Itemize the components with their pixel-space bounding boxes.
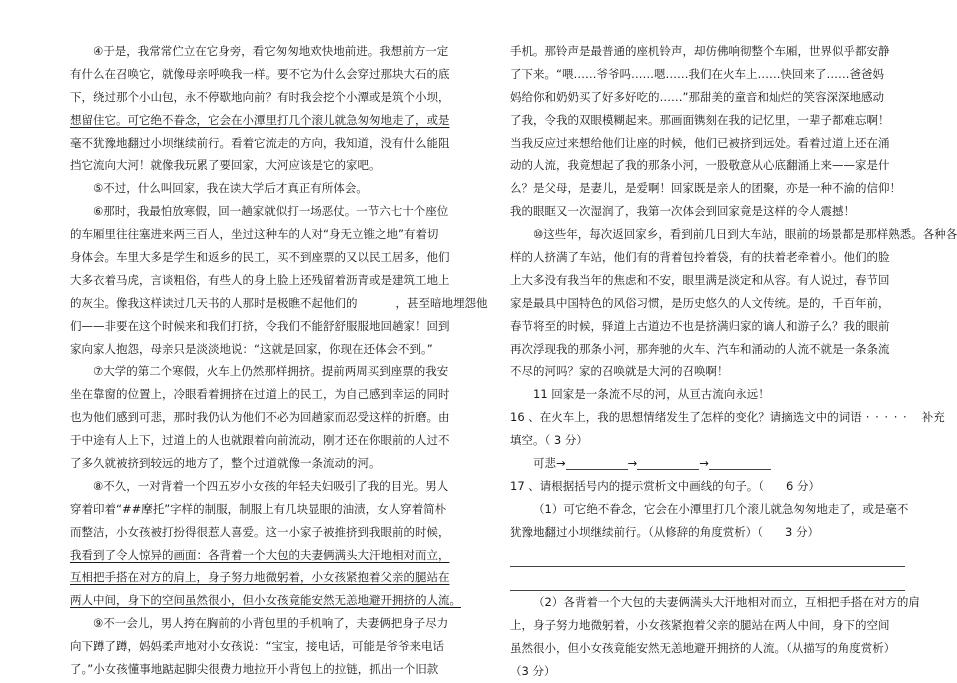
text-line: 于中途有人上下，过道上的人也就跟着向前流动，刚才还在你眼前的人过不	[70, 433, 450, 448]
text-line: 穿着印着“##摩托”字样的制服，制服上有几块显眼的油渍，女人穿着简朴	[70, 501, 447, 516]
answer-blank-2[interactable]	[637, 457, 699, 470]
question-16	[510, 406, 945, 429]
text-line: 了。”小女孩懂事地踮起脚尖很费力地拉开小背包上的拉链，抓出一个旧款	[70, 662, 439, 677]
text-line: 手机。那铃声是最普通的座机铃声，却仿佛响彻整个车厢，世界似乎都安静	[510, 44, 890, 58]
text-line: 挡它流向大河！就像我玩累了要回家，大河应该是它的家吧。	[70, 158, 381, 173]
text-line: 向下蹲了蹲，妈妈柔声地对小女孩说：“宝宝，接电话，可能是爷爷来电话	[70, 639, 444, 654]
text-line: 上大多没有我当年的焦虑和不安，眼里满是淡定和从容。有人说过，春节回	[510, 272, 890, 287]
text-line: 家向家人抱怨，母亲只是淡淡地说：“这就是回家，你现在还体会不到。”	[70, 341, 433, 356]
text-line: 我的眼眶又一次湿润了，我第一次体会到回家竟是这样的令人震撼！	[510, 204, 855, 219]
text-line: 了我，令我的双眼模糊起来。那画面镌刻在我的记忆里，一辈子都难忘啊！	[510, 112, 890, 127]
text-line: 大多衣着马虎，言谈粗俗，有些人的身上脸上还残留着沥青或是建筑工地上	[70, 272, 450, 287]
text-line: ⑦大学的第二个寒假，火车上仍然那样拥挤。提前两周买到座票的我安	[93, 364, 449, 379]
question-17-text: 17 、请根据括号内的提示赏析文中画线的句子。（	[510, 478, 765, 493]
text-fragment: 的灰尘。像我这样读过几天书的人那时是极瞧不起他们的	[70, 295, 358, 310]
text-line: 动的人流，我竟想起了我的那条小河，一股敬意从心底翻涌上来——家是什	[510, 158, 890, 173]
answer-start: 可悲→	[533, 456, 566, 471]
text-line: 的车厢里往往塞进来两三百人，坐过这种车的人对“身无立锥之地”有着切	[70, 227, 439, 242]
text-line: 不尽的河吗？家的召唤就是大河的召唤啊！	[510, 364, 729, 379]
question-17-1-cont	[510, 521, 905, 544]
emphasis-dots: · · · · ·	[865, 410, 908, 425]
text-line: ④于是，我常常伫立在它身旁，看它匆匆地欢快地前进。我想前方一定	[93, 44, 449, 58]
text-line: ⑥那时，我最怕放寒假，回一趟家就似打一场恶仗。一节六七十个座位	[93, 204, 449, 219]
text-line: 也为他们感到可悲，那时我仍认为他们不必为回趟家而忍受这样的折磨。由	[70, 410, 450, 425]
question-17-2: （2）各背着一个大包的夫妻俩满头大汗地相对而立，互相把手搭在对方的肩	[533, 595, 920, 610]
underlined-line: 互相把手搭在对方的肩上，身子努力地微躬着，小女孩紧抱着父亲的腿站在	[70, 570, 450, 585]
underlined-line: 想留住它。可它绝不眷念，它会在小潭里打几个滚儿就急匆匆地走了，或是	[70, 112, 450, 127]
text-line: 当我反应过来想给他们让座的时候，他们已被挤到远处。看着过道上还在涌	[510, 135, 890, 150]
text-line: 妈给你和奶奶买了好多好吃的……”那甜美的童音和灿烂的笑容深深地感动	[510, 89, 884, 104]
text-line: 再次浮现我的那条小河，那奔驰的火车、汽车和涌动的人流不就是一条条流	[510, 341, 890, 356]
question-17-2-score: （3 分）	[510, 664, 556, 679]
text-line: ⑤不过，什么叫回家，我在读大学后才真正有所体会。	[93, 181, 368, 196]
answer-blank-3[interactable]	[709, 457, 771, 470]
question-17-1: （1）可它绝不眷念，它会在小潭里打几个滚儿就急匆匆地走了，或是毫不	[533, 501, 909, 516]
answer-blank-1[interactable]	[566, 457, 628, 470]
question-17	[510, 475, 905, 498]
question-16-tail: 补充	[921, 410, 945, 425]
text-line: 坐在靠窗的位置上，冷眼看着拥挤在过道上的民工，为自己感到幸运的同时	[70, 387, 450, 402]
underlined-line: 我看到了令人惊异的画面：各背着一个大包的夫妻俩满头大汗地相对而立，	[70, 547, 450, 562]
text-line: 了下来。“喂……爷爷吗……嗯……我们在火车上……快回来了……爸爸妈	[510, 66, 884, 81]
text-line: 下，绕过那个小山包，永不停歇地向前？有时我会挖个小潭或是筑个小坝，	[70, 89, 450, 104]
text-line: 11 回家是一条流不尽的河，从亘古流向永远！	[533, 387, 770, 402]
text-line: 么？是父母，是妻儿，是爱啊！回家既是亲人的团聚，亦是一种不渝的信仰！	[510, 181, 901, 196]
answer-line[interactable]	[510, 567, 905, 591]
right-column	[510, 40, 957, 683]
text-line: 了多久就被挤到较远的地方了，整个过道就像一条流动的河。	[70, 456, 381, 471]
left-column	[70, 40, 488, 681]
text-line: ⑨不一会儿，男人挎在胸前的小背包里的手机响了，夫妻俩把身子尽力	[93, 616, 449, 631]
text-line: 而整洁，小女孩被打扮得很惹人喜爱。这一小家子被推挤到我眼前的时候，	[70, 524, 450, 539]
question-16-line2: 填空。（ 3 分）	[510, 433, 588, 448]
answer-line[interactable]	[510, 544, 905, 568]
text-line: 家是最具中国特色的风俗习惯，是历史悠久的人文传统。是的，千百年前，	[510, 295, 890, 310]
question-17-2-cont: 上，身子努力地微躬着，小女孩紧抱着父亲的腿站在两人中间，身下的空间	[510, 618, 890, 633]
question-17-1-score: 3 分）	[785, 524, 819, 539]
arrow: →	[699, 456, 709, 471]
text-line: 们——非要在这个时候来和我们打挤，令我们不能舒舒服服地回趟家！回到	[70, 318, 450, 333]
text-line: 样的人挤满了车站，他们有的背着包拎着袋，有的扶着老牵着小。他们的脸	[510, 250, 890, 265]
arrow: →	[627, 456, 638, 471]
question-16-text: 16 、在火车上，我的思想情绪发生了怎样的变化？请摘选文中的词语	[510, 410, 862, 425]
text-line: 春节将至的时候，驿道上古道边不也是挤满归家的谪人和游子么？我的眼前	[510, 318, 890, 333]
question-17-score: 6 分）	[786, 478, 821, 493]
text-line: ⑩这些年，每次返回家乡，看到前几日到大车站，眼前的场景都是那样熟悉。各种各	[533, 227, 957, 242]
text-line: 有什么在召唤它，就像母亲呼唤我一样。要不它为什么会穿过那块大石的底	[70, 66, 450, 81]
text-line	[70, 292, 488, 315]
question-17-2-cont: 虽然很小，但小女孩竟能安然无恙地避开拥挤的人流。（从描写的角度赏析）	[510, 641, 896, 656]
text-line: 毫不犹豫地翻过小坝继续前行。看着它流走的方向，我知道，没有什么能阻	[70, 135, 450, 150]
question-16-answer	[510, 452, 905, 475]
underlined-line: 两人中间，身下的空间虽然很小，但小女孩竟能安然无恙地避开拥挤的人流。	[70, 593, 461, 608]
question-17-1-text: 犹豫地翻过小坝继续前行。（从修辞的角度赏析）（	[510, 524, 763, 539]
text-line: 身体会。车里大多是学生和返乡的民工，买不到座票的又以民工居多，他们	[70, 250, 450, 265]
text-fragment: ，甚至暗地埋怨他	[395, 295, 488, 310]
text-line: ⑧不久，一对背着一个四五岁小女孩的年轻夫妇吸引了我的目光。男人	[93, 478, 449, 493]
